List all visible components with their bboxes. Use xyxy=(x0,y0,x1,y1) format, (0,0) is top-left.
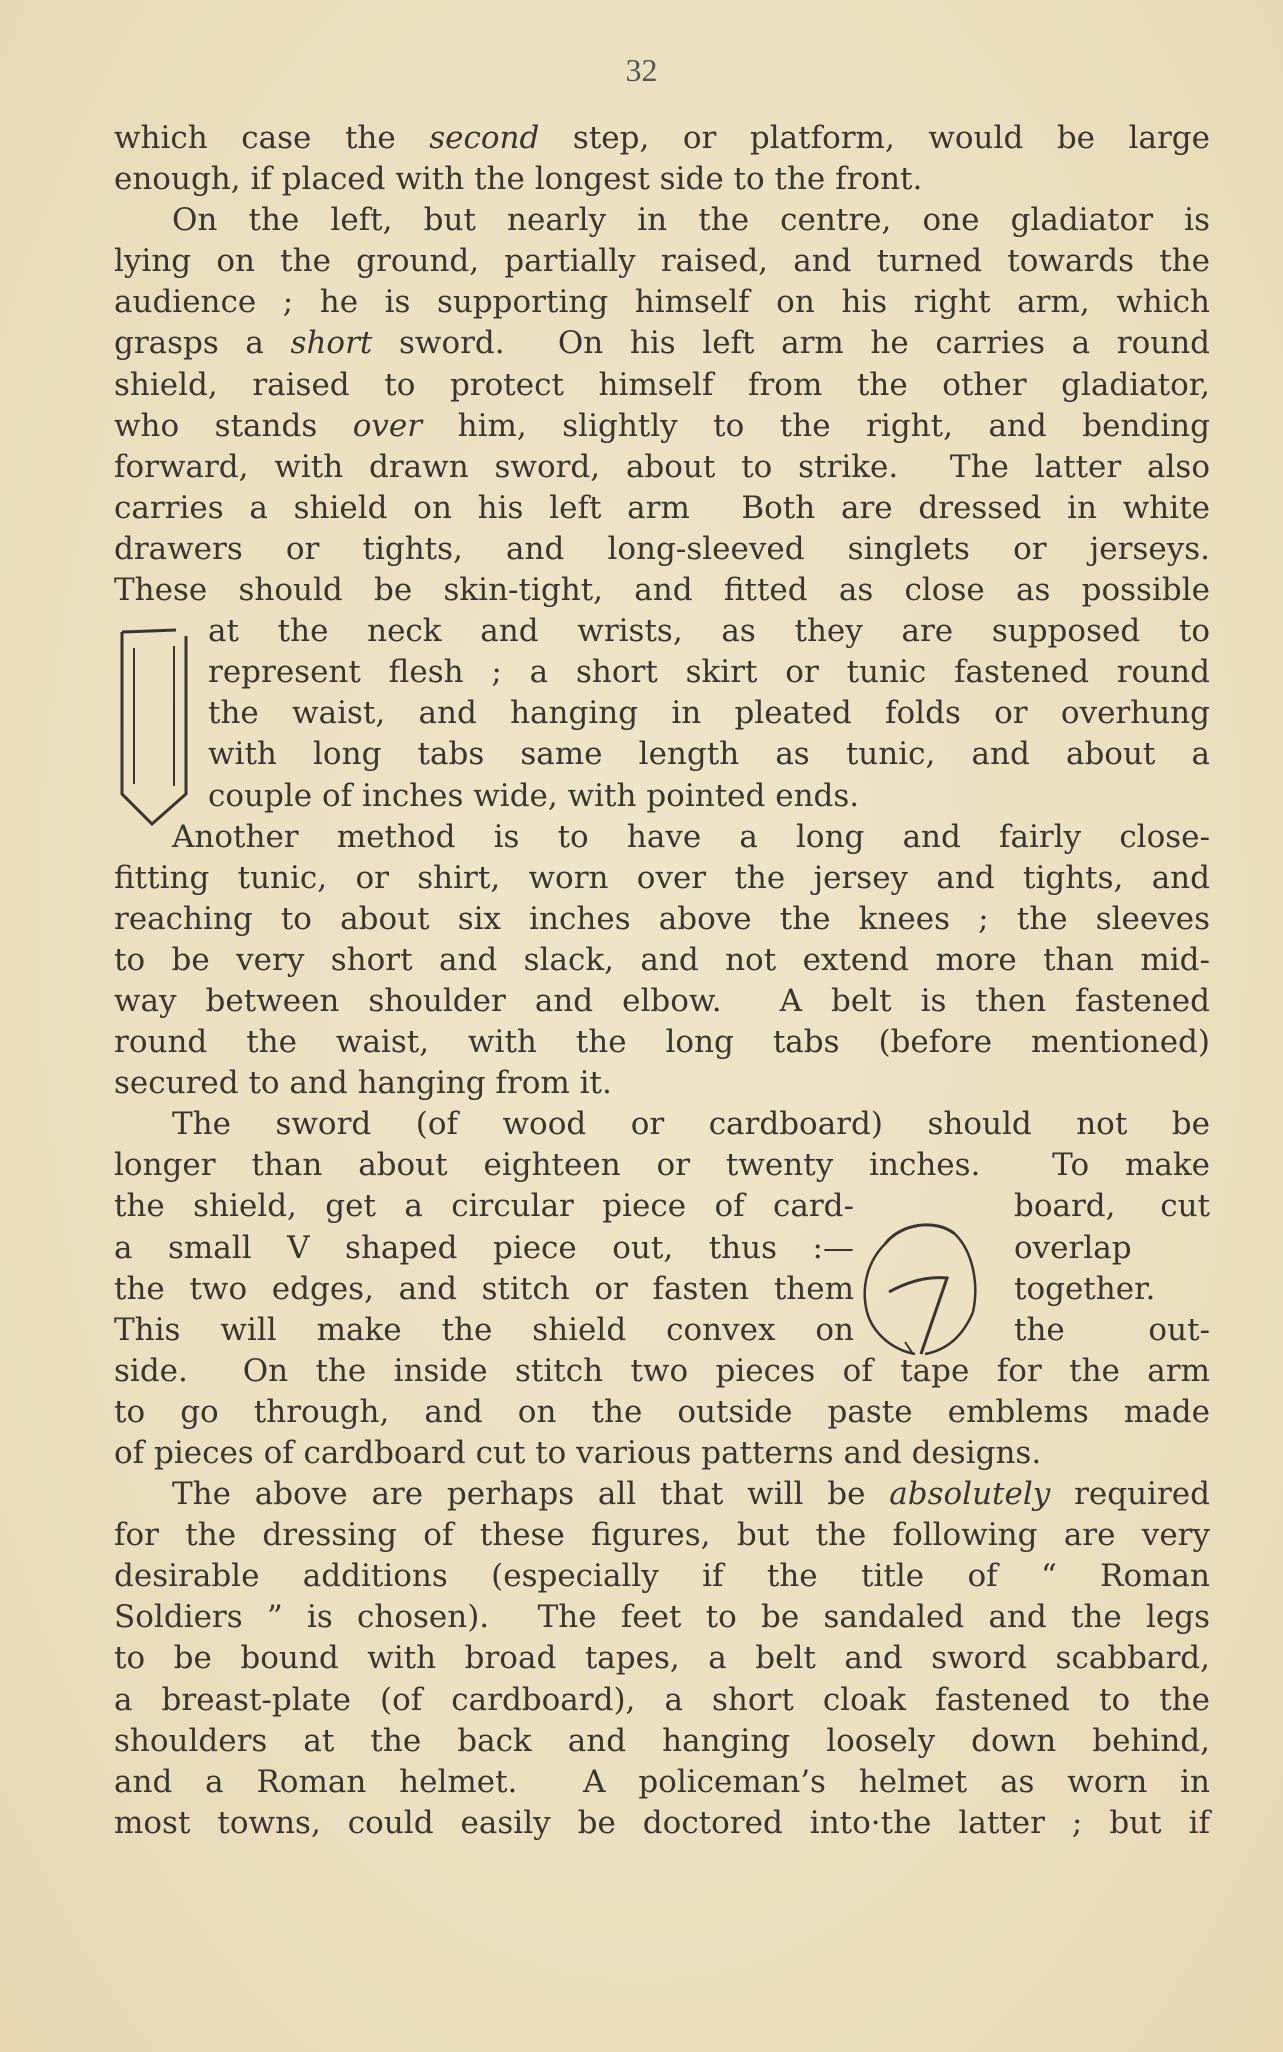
text-line xyxy=(114,817,1210,858)
text-run: forward, with drawn sword, about to strike. The latter also xyxy=(114,448,1210,485)
text-line xyxy=(114,406,1210,447)
text-run: longer than about eighteen or twenty inches. To make xyxy=(114,1147,1210,1184)
text-line xyxy=(114,323,1210,364)
text-line xyxy=(114,488,1210,529)
text-run: round the waist, with the long tabs (before mentioned) xyxy=(114,1024,1210,1061)
text-run: which case the xyxy=(114,120,430,156)
text-run: lying on the ground, partially raised, and turned towards the xyxy=(114,243,1210,280)
text-run: most towns, could easily be doctored into·the latter ; but if xyxy=(114,1804,1210,1841)
text-run: grasps a xyxy=(114,325,291,362)
body-text xyxy=(114,118,1210,1844)
italic-run: second xyxy=(429,120,540,156)
text-run: step, or platform, would be large xyxy=(539,120,1210,156)
text-run: enough, if placed with the longest side to the front. xyxy=(114,161,923,198)
text-line xyxy=(114,1433,1210,1474)
text-line-split xyxy=(114,1228,1210,1269)
text-line xyxy=(114,940,1210,981)
italic-run: absolutely xyxy=(889,1476,1051,1513)
text-line xyxy=(114,1556,1210,1597)
text-line xyxy=(114,1515,1210,1556)
text-line: represent flesh ; a short skirt or tunic fastened round xyxy=(208,654,1210,691)
text-run: board, cut xyxy=(1014,1188,1210,1225)
text-line xyxy=(114,159,1210,200)
text-line xyxy=(114,1022,1210,1063)
italic-run: over xyxy=(352,407,423,444)
text-run: On the left, but nearly in the centre, one gladiator is xyxy=(172,202,1210,239)
text-run: shoulders at the back and hanging loosely down behind, xyxy=(114,1722,1210,1759)
text-run: The above are perhaps all that will be xyxy=(172,1476,890,1513)
text-line xyxy=(114,1638,1210,1679)
text-line xyxy=(114,570,1210,611)
text-run: required xyxy=(1050,1476,1210,1513)
text-run: These should be skin-tight, and fitted as close as possible xyxy=(114,572,1210,609)
text-run: of pieces of cardboard cut to various patterns and designs. xyxy=(114,1435,1042,1471)
page-number: 32 xyxy=(625,52,658,88)
text-line xyxy=(114,858,1210,899)
text-run: the two edges, and stitch or fasten them xyxy=(114,1270,854,1307)
text-run: Soldiers ” is chosen). The feet to be sandaled and the legs xyxy=(114,1599,1210,1636)
text-line xyxy=(114,1762,1210,1803)
text-run: secured to and hanging from it. xyxy=(114,1065,612,1102)
text-run: overlap xyxy=(1014,1229,1132,1266)
text-line xyxy=(114,1145,1210,1186)
text-line-split xyxy=(114,1186,1210,1227)
text-run: the out- xyxy=(1014,1311,1210,1348)
text-run: to be very short and slack, and not extend more than mid- xyxy=(114,941,1210,978)
text-line xyxy=(114,118,1210,159)
text-run: sword. On his left arm he carries a round xyxy=(372,325,1211,362)
text-line: with long tabs same length as tunic, and about a xyxy=(208,736,1210,773)
text-run: together. xyxy=(1014,1270,1156,1307)
text-run: Another method is to have a long and fairly close- xyxy=(172,818,1210,855)
text-run: fitting tunic, or shirt, worn over the jersey and tights, and xyxy=(114,859,1210,896)
text-run: and a Roman helmet. A policeman’s helmet as worn in xyxy=(114,1763,1210,1800)
text-line xyxy=(114,200,1210,241)
text-run: drawers or tights, and long-sleeved singlets or jerseys. xyxy=(114,530,1210,567)
text-run: to be bound with broad tapes, a belt and sword scabbard, xyxy=(114,1640,1210,1677)
text-run: shield, raised to protect himself from the other gladiator, xyxy=(114,366,1210,403)
text-run: audience ; he is supporting himself on his right arm, which xyxy=(114,284,1210,321)
text-line xyxy=(114,529,1210,570)
text-line xyxy=(114,282,1210,323)
text-line: couple of inches wide, with pointed ends. xyxy=(208,777,860,814)
text-line-split xyxy=(114,1310,1210,1351)
text-run: a small V shaped piece out, thus :— xyxy=(114,1229,854,1266)
text-run: side. On the inside stitch two pieces of tape for the arm xyxy=(114,1352,1210,1389)
text-line xyxy=(114,1597,1210,1638)
text-line xyxy=(114,1680,1210,1721)
text-line xyxy=(114,1392,1210,1433)
text-line xyxy=(114,447,1210,488)
text-line-split xyxy=(114,1269,1210,1310)
text-line xyxy=(114,981,1210,1022)
text-run: The sword (of wood or cardboard) should not be xyxy=(172,1106,1210,1143)
text-line xyxy=(114,1104,1210,1145)
text-line xyxy=(114,241,1210,282)
text-run: who stands xyxy=(114,407,353,444)
italic-run: short xyxy=(290,325,373,362)
text-line xyxy=(114,1721,1210,1762)
text-run: This will make the shield convex on xyxy=(114,1311,854,1348)
text-line xyxy=(114,1803,1210,1844)
text-run: the shield, get a circular piece of card- xyxy=(114,1188,854,1225)
text-line xyxy=(114,899,1210,940)
text-run: carries a shield on his left arm Both are dressed in white xyxy=(114,489,1210,526)
text-run: a breast-plate (of cardboard), a short cloak fastened to the xyxy=(114,1681,1210,1718)
text-line: the waist, and hanging in pleated folds or overhung xyxy=(208,695,1210,732)
text-line xyxy=(114,1063,1210,1104)
text-run: reaching to about six inches above the knees ; the sleeves xyxy=(114,900,1210,937)
text-run: him, slightly to the right, and bending xyxy=(422,407,1210,444)
text-line xyxy=(114,1351,1210,1392)
text-run: way between shoulder and elbow. A belt is then fastened xyxy=(114,982,1210,1019)
text-run: desirable additions (especially if the title of “ Roman xyxy=(114,1558,1210,1595)
text-run: to go through, and on the outside paste emblems made xyxy=(114,1393,1210,1430)
text-run: for the dressing of these figures, but the following are very xyxy=(114,1517,1210,1554)
text-line xyxy=(114,365,1210,406)
text-line xyxy=(114,1474,1210,1515)
text-line: at the neck and wrists, as they are supposed to xyxy=(208,613,1210,650)
